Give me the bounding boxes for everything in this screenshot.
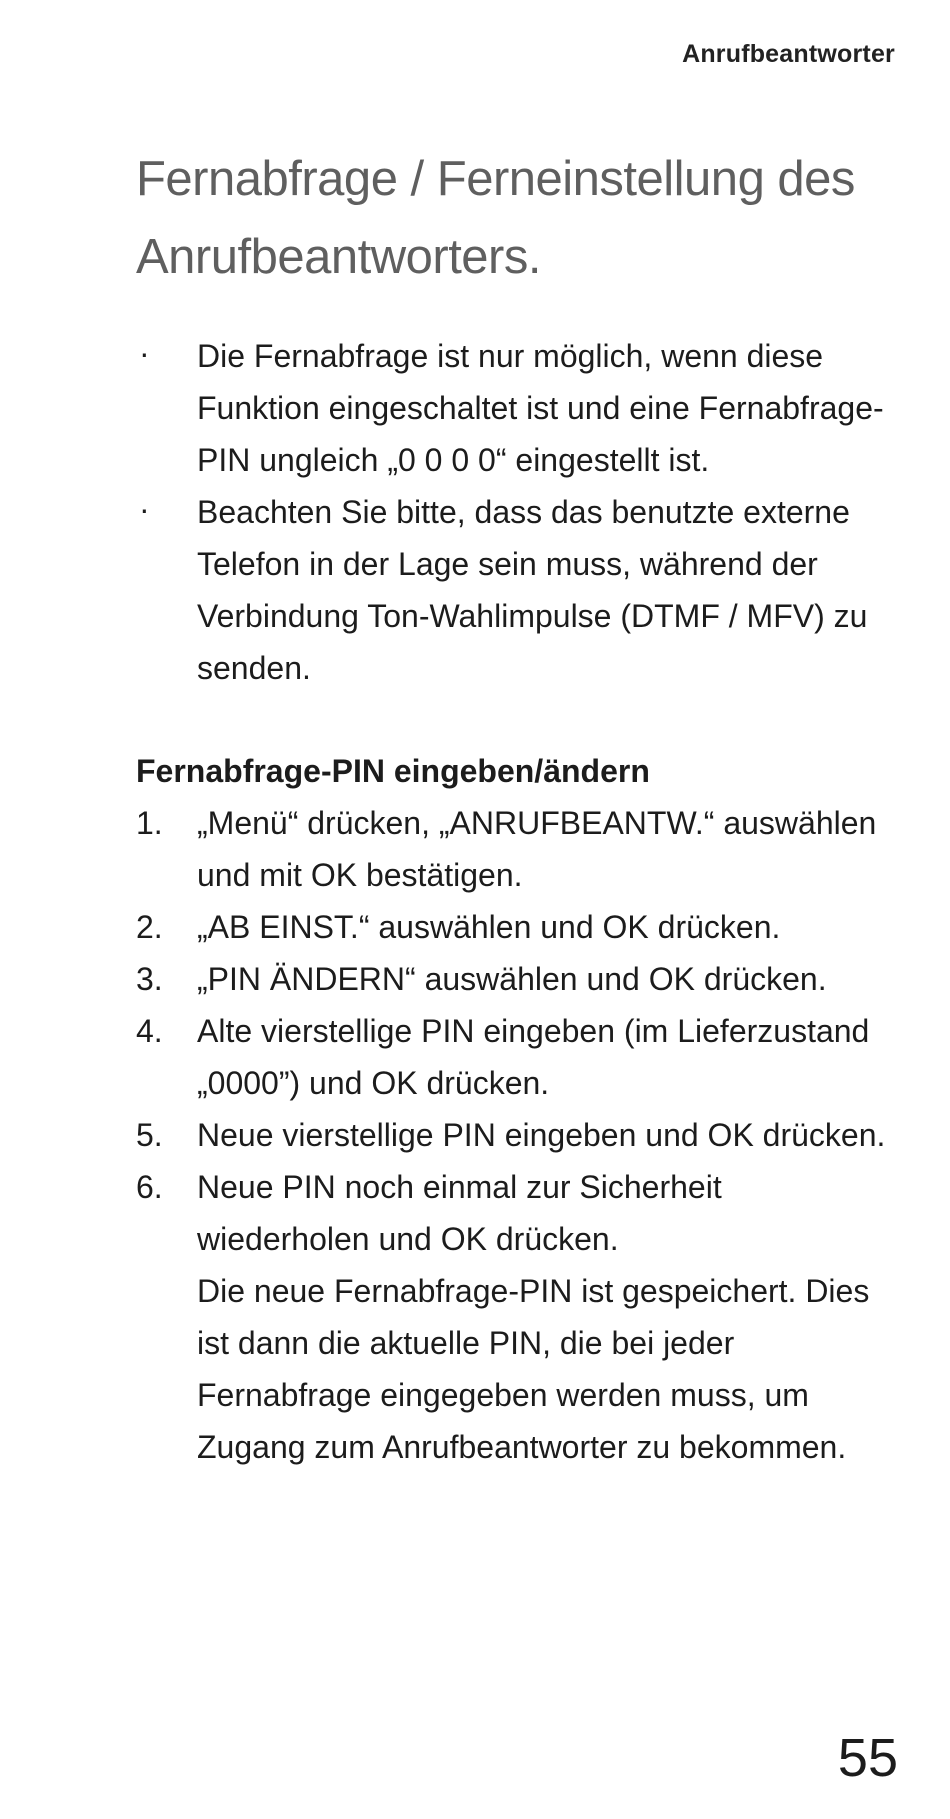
step-note: Die neue Fernabfrage-PIN ist gespeichert. Dies ist dann die aktuelle PIN, die bei jeder Fernabfrage eingegeben werden muss, um Zugang zum Anrufbeantworter zu bekommen. [197,1273,870,1465]
page-number: 55 [837,1728,898,1788]
steps-list [136,797,896,1473]
step-text: Neue vierstellige PIN eingeben und OK drücken. [197,1117,886,1153]
running-header: Anrufbeantworter [682,40,895,68]
section-heading: Fernabfrage-PIN eingeben/ändern [136,753,650,789]
step-text: Alte vierstellige PIN eingeben (im Lieferzustand „0000”) und OK drücken. [197,1013,870,1101]
step-number: 4. [136,1013,163,1049]
bullet-marker: · [139,491,150,527]
page-title: Fernabfrage / Ferneinstellung des Anrufbeantworters. [136,152,855,284]
step-number: 3. [136,961,163,997]
page-content [136,140,896,1473]
step-text: Neue PIN noch einmal zur Sicherheit wiederholen und OK drücken. [197,1169,722,1257]
step-item [136,797,896,901]
bullet-list [136,330,896,694]
step-item [136,1109,896,1161]
bullet-item [136,330,896,486]
bullet-marker: · [139,335,150,371]
step-item [136,1005,896,1109]
bullet-text: Die Fernabfrage ist nur möglich, wenn diese Funktion eingeschaltet ist und eine Fernabfrage-PIN ungleich „0 0 0 0“ eingestellt ist. [197,338,884,478]
step-number: 1. [136,805,163,841]
bullet-text: Beachten Sie bitte, dass das benutzte externe Telefon in der Lage sein muss, während der Verbindung Ton-Wahlimpulse (DTMF / MFV) zu senden. [197,494,868,686]
step-text: „PIN ÄNDERN“ auswählen und OK drücken. [197,961,827,997]
step-item [136,1161,896,1473]
step-item [136,901,896,953]
bullet-item [136,486,896,694]
step-text: „AB EINST.“ auswählen und OK drücken. [197,909,781,945]
step-number: 2. [136,909,163,945]
step-text: „Menü“ drücken, „ANRUFBEANTW.“ auswählen und mit OK bestätigen. [197,805,877,893]
step-item [136,953,896,1005]
step-number: 6. [136,1169,163,1205]
step-number: 5. [136,1117,163,1153]
